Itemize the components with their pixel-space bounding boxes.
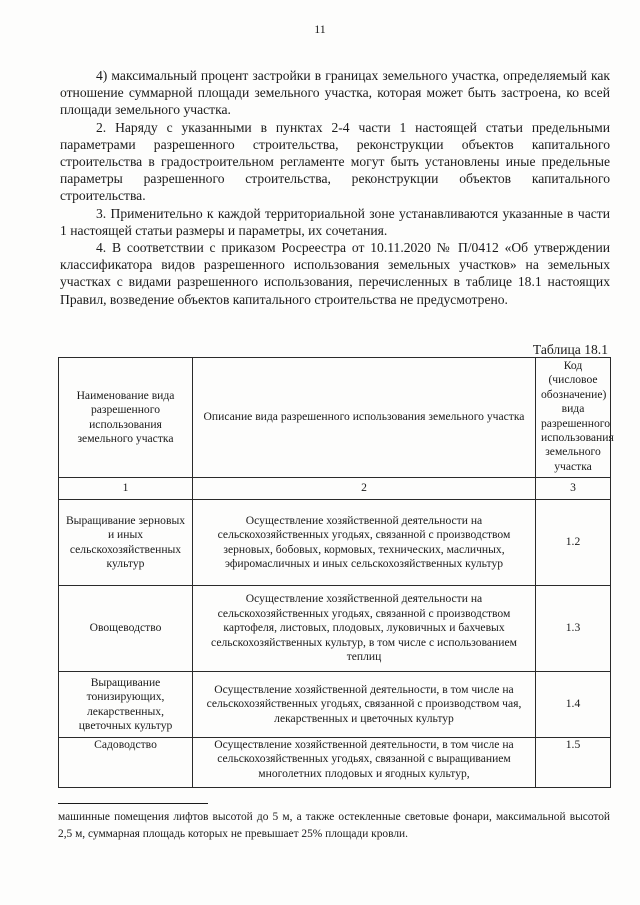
header-name: Наименование вида разрешенного использования земельного участка bbox=[59, 358, 193, 478]
land-use-name: Садоводство bbox=[59, 738, 193, 788]
header-code: Код (числовое обозначение) вида разрешенного использования земельного участка bbox=[536, 358, 611, 478]
column-number: 1 bbox=[59, 478, 193, 500]
land-use-name: Выращивание зерновых и иных сельскохозяйственных культур bbox=[59, 500, 193, 586]
paragraph-4: 4. В соответствии с приказом Росреестра от 10.11.2020 № П/0412 «Об утверждении классификатора видов разрешенного использования земельных участков» на земельных участках с видами разрешенного использования, перечисленных в таблице 18.1 настоящих Правил, возведение объектов капитального строительства не предусмотрено. bbox=[60, 240, 610, 307]
paragraph-1: 4) максимальный процент застройки в границах земельного участка, определяемый как отношение суммарной площади земельного участка, которая может быть застроена, ко всей площади земельного участка. bbox=[60, 68, 610, 118]
paragraph-3: 3. Применительно к каждой территориальной зоне устанавливаются указанные в части 1 настоящей статьи размеры и параметры, их сочетания. bbox=[60, 205, 610, 238]
land-use-code: 1.4 bbox=[536, 672, 611, 738]
land-use-description: Осуществление хозяйственной деятельности, в том числе на сельскохозяйственных угодьях, связанной с выращиванием многолетних плодовых и ягодных культур, bbox=[193, 738, 536, 788]
footnote-divider bbox=[58, 803, 208, 804]
footnote: машинные помещения лифтов высотой до 5 м, а также остекленные световые фонари, максимальной высотой 2,5 м, суммарная площадь которых не превышает 25% площади кровли. bbox=[58, 811, 610, 840]
table-header-row bbox=[59, 358, 611, 478]
land-use-code: 1.2 bbox=[536, 500, 611, 586]
body-text bbox=[60, 67, 610, 308]
land-use-description: Осуществление хозяйственной деятельности на сельскохозяйственных угодьях, связанной с производством зерновых, бобовых, кормовых, технических, масличных, эфиромасличных и иных сельскохозяйственных культур bbox=[193, 500, 536, 586]
table-row bbox=[59, 586, 611, 672]
land-use-code: 1.3 bbox=[536, 586, 611, 672]
column-number-row bbox=[59, 478, 611, 500]
land-use-table bbox=[58, 357, 614, 788]
land-use-code: 1.5 bbox=[536, 738, 611, 788]
column-number: 2 bbox=[193, 478, 536, 500]
page-number: 11 bbox=[314, 22, 326, 36]
land-use-description: Осуществление хозяйственной деятельности на сельскохозяйственных угодьях, связанной с производством картофеля, листовых, плодовых, луковичных и бахчевых сельскохозяйственных культур, в том числе с использованием теплиц bbox=[193, 586, 536, 672]
table-row bbox=[59, 738, 611, 788]
table-row bbox=[59, 672, 611, 738]
paragraph-2: 2. Наряду с указанными в пунктах 2-4 части 1 настоящей статьи предельными параметрами разрешенного строительства, реконструкции объектов капитального строительства в градостроительном регламенте могут быть установлены иные предельные параметры разрешенного строительства, реконструкции объектов капитального строительства. bbox=[60, 119, 610, 204]
header-description: Описание вида разрешенного использования земельного участка bbox=[193, 358, 536, 478]
column-number: 3 bbox=[536, 478, 611, 500]
table-row bbox=[59, 500, 611, 586]
land-use-description: Осуществление хозяйственной деятельности, в том числе на сельскохозяйственных угодьях, связанной с производством чая, лекарственных и цветочных культур bbox=[193, 672, 536, 738]
table-caption: Таблица 18.1 bbox=[532, 342, 608, 357]
land-use-name: Овощеводство bbox=[59, 586, 193, 672]
land-use-name: Выращивание тонизирующих, лекарственных, цветочных культур bbox=[59, 672, 193, 738]
